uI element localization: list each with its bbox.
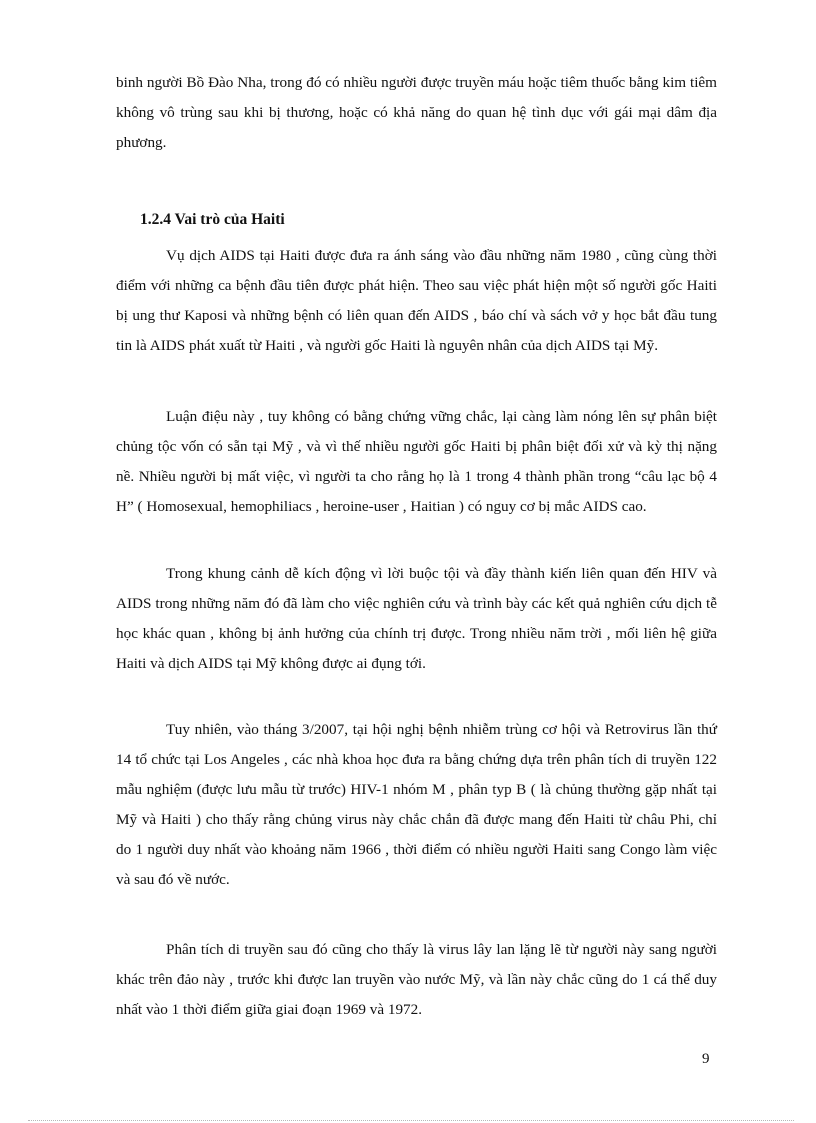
paragraph-genetic-evidence: Tuy nhiên, vào tháng 3/2007, tại hội nghị bệnh nhiễm trùng cơ hội và Retrovirus lần thứ 14 tổ chức tại Los Angeles , các nhà khoa học đưa ra bằng chứng dựa trên phân tích di truyền 122 mẫu nghiệm (được lưu mẫu từ trước) HIV-1 nhóm M , phân typ B ( là chủng thường gặp nhất tại Mỹ và Haiti ) cho thấy rằng chủng virus này chắc chắn đã được mang đến Haiti từ châu Phi, chỉ do 1 người duy nhất vào khoảng năm 1966 , thời điểm có nhiều người Haiti sang Congo làm việc và sau đó về nước. — [116, 721, 717, 888]
page-number: 9 — [702, 1051, 710, 1067]
paragraph-haiti-epidemic: Vụ dịch AIDS tại Haiti được đưa ra ánh sáng vào đầu những năm 1980 , cũng cùng thời điểm với những ca bệnh đầu tiên được phát hiện. Theo sau việc phát hiện một số người gốc Haiti bị ung thư Kaposi và những bệnh có liên quan đến AIDS , báo chí và sách vở y học bắt đầu tung tin là AIDS phát xuất từ Haiti , và người gốc Haiti là nguyên nhân của dịch AIDS tại Mỹ. — [116, 247, 717, 354]
page-bottom-border — [28, 1120, 794, 1121]
paragraph-research-context: Trong khung cảnh dễ kích động vì lời buộc tội và đầy thành kiến liên quan đến HIV và AIDS trong những năm đó đã làm cho việc nghiên cứu và trình bày các kết quả nghiên cứu dịch tễ học khác quan , không bị ảnh hưởng của chính trị được. Trong nhiều năm trời , mối liên hệ giữa Haiti và dịch AIDS tại Mỹ không được ai đụng tới. — [116, 565, 717, 672]
paragraph-discrimination: Luận điệu này , tuy không có bằng chứng vững chắc, lại càng làm nóng lên sự phân biệt chủng tộc vốn có sẵn tại Mỹ , và vì thế nhiều người gốc Haiti bị phân biệt đối xử và kỳ thị nặng nề. Nhiều người bị mất việc, vì người ta cho rằng họ là 1 trong 4 thành phần trong “câu lạc bộ 4 H” ( Homosexual, hemophiliacs , heroine-user , Haitian ) có nguy cơ bị mắc AIDS cao. — [116, 408, 717, 515]
paragraph-continuation: binh người Bồ Đào Nha, trong đó có nhiều người được truyền máu hoặc tiêm thuốc bằng kim tiêm không vô trùng sau khi bị thương, hoặc có khả năng do quan hệ tình dục với gái mại dâm địa phương. — [116, 74, 717, 151]
section-heading: 1.2.4 Vai trò của Haiti — [140, 211, 285, 228]
paragraph-spread-analysis: Phân tích di truyền sau đó cũng cho thấy là virus lây lan lặng lẽ từ người này sang người khác trên đảo này , trước khi được lan truyền vào nước Mỹ, và lần này chắc cũng do 1 cá thể duy nhất vào 1 thời điểm giữa giai đoạn 1969 và 1972. — [116, 941, 717, 1018]
